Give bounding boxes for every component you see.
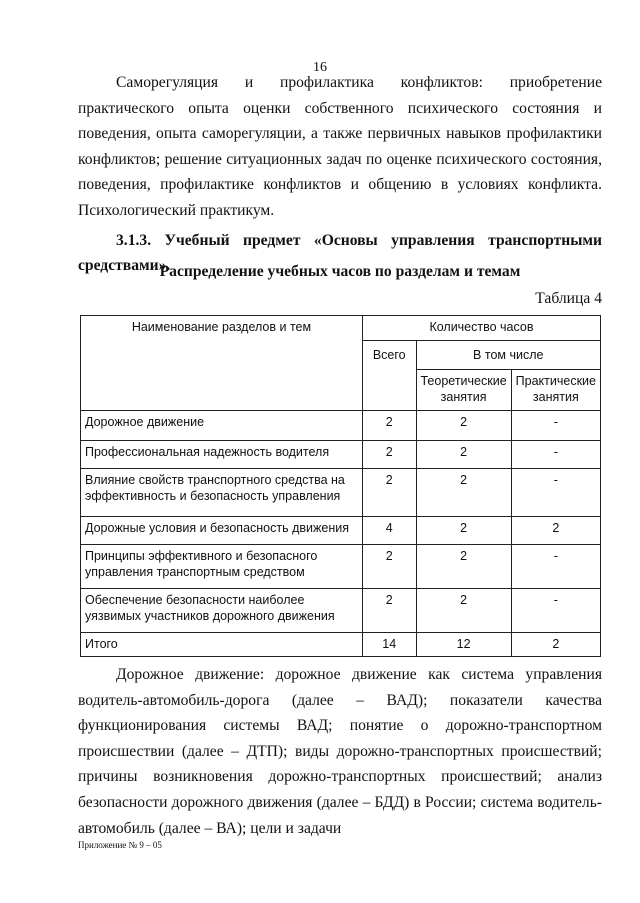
row-total: 2 <box>362 589 416 633</box>
row-total: 2 <box>362 411 416 441</box>
row-theory: 2 <box>416 589 511 633</box>
row-name: Влияние свойств транспортного средства на эффективность и безопасность управления <box>81 469 363 517</box>
table-row <box>81 589 601 633</box>
row-theory: 12 <box>416 633 511 657</box>
row-theory: 2 <box>416 545 511 589</box>
row-practice: - <box>511 441 600 469</box>
row-practice: - <box>511 589 600 633</box>
row-practice: - <box>511 469 600 517</box>
row-name: Дорожное движение <box>81 411 363 441</box>
row-practice: 2 <box>511 517 600 545</box>
header-hours: Количество часов <box>362 316 600 341</box>
table-title: Распределение учебных часов по разделам и темам <box>159 263 521 280</box>
page-number: 16 <box>313 60 327 75</box>
body-paragraph: Дорожное движение: дорожное движение как система управления водитель-автомобиль-дорога (далее – ВАД); показатели качества функционирования системы ВАД; понятие о дорожно-транспортном происшествии (далее – ДТП); виды дорожно-транспортных происшествий; причины возникновения дорожно-транспортных происшествий; анализ безопасности дорожного движения (далее – БДД) в России; система водитель-автомобиль (далее – ВА); цели и задачи <box>78 666 602 837</box>
table-row <box>81 411 601 441</box>
table-row-total <box>81 633 601 657</box>
header-total: Всего <box>362 341 416 411</box>
table-label: Таблица 4 <box>535 290 602 307</box>
row-name: Дорожные условия и безопасность движения <box>81 517 363 545</box>
row-name: Обеспечение безопасности наиболее уязвимых участников дорожного движения <box>81 589 363 633</box>
row-total: 14 <box>362 633 416 657</box>
section-heading: 3.1.3. Учебный предмет «Основы управления транспортными средствами». <box>78 232 602 274</box>
row-name: Итого <box>81 633 363 657</box>
table-header-row <box>81 316 601 341</box>
row-total: 2 <box>362 545 416 589</box>
table-row <box>81 545 601 589</box>
row-total: 4 <box>362 517 416 545</box>
row-theory: 2 <box>416 469 511 517</box>
row-theory: 2 <box>416 441 511 469</box>
row-name: Профессиональная надежность водителя <box>81 441 363 469</box>
table-row <box>81 469 601 517</box>
footer-note: Приложение № 9 – 05 <box>78 840 162 850</box>
header-practice: Практические занятия <box>511 370 600 411</box>
row-name: Принципы эффективного и безопасного управления транспортным средством <box>81 545 363 589</box>
table-row <box>81 441 601 469</box>
row-practice: - <box>511 411 600 441</box>
hours-table <box>80 315 601 657</box>
header-name: Наименование разделов и тем <box>81 316 363 411</box>
intro-paragraph: Саморегуляция и профилактика конфликтов: приобретение практического опыта оценки собственного психического состояния и поведения, опыта саморегуляции, а также первичных навыков профилактики конфликтов; решение ситуационных задач по оценке психического состояния, поведения, профилактике конфликтов и общению в условиях конфликта. Психологический практикум. <box>78 74 602 219</box>
row-theory: 2 <box>416 411 511 441</box>
row-total: 2 <box>362 469 416 517</box>
row-practice: 2 <box>511 633 600 657</box>
row-total: 2 <box>362 441 416 469</box>
row-practice: - <box>511 545 600 589</box>
row-theory: 2 <box>416 517 511 545</box>
header-theory: Теоретические занятия <box>416 370 511 411</box>
table-row <box>81 517 601 545</box>
header-including: В том числе <box>416 341 601 370</box>
